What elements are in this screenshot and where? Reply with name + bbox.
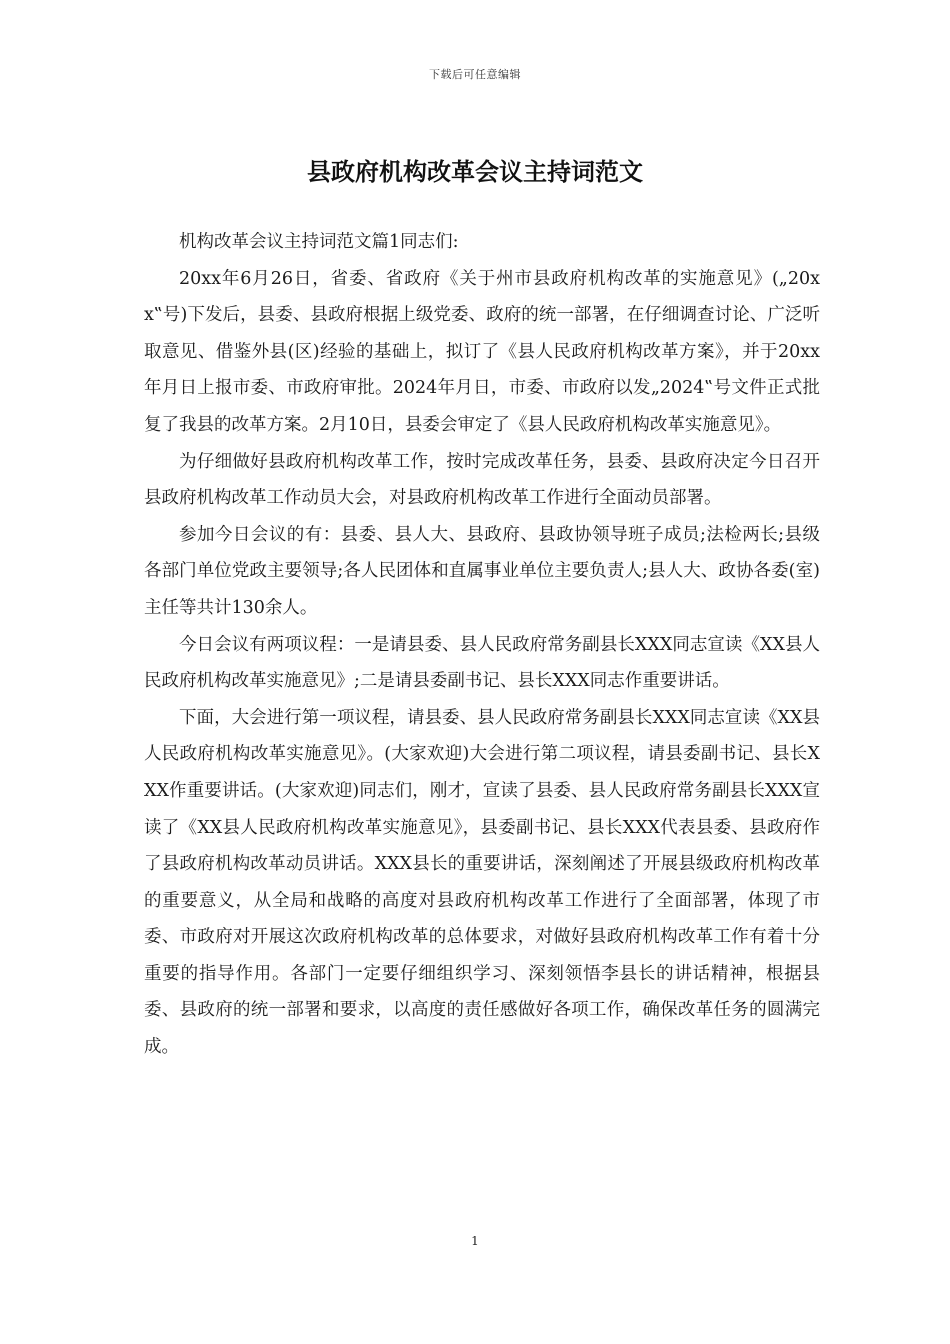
page-header-note: 下载后可任意编辑 [429, 68, 521, 81]
paragraph-background: 20xx年6月26日，省委、省政府《关于州市县政府机构改革的实施意见》(„20xx‟号)下发后，县委、县政府根据上级党委、政府的统一部署，在仔细调查讨论、广泛听取意见、借鉴外县(区)经验的基础上，拟订了《县人民政府机构改革方案》，并于20xx年月日上报市委、市政府审批。2024年月日，市委、市政府以发„2024‟号文件正式批复了我县的改革方案。2月10日，县委会审定了《县人民政府机构改革实施意见》。 [144, 268, 820, 435]
page-number: 1 [471, 1234, 479, 1248]
paragraph-meeting-purpose: 为仔细做好县政府机构改革工作，按时完成改革任务，县委、县政府决定今日召开县政府机构改革工作动员大会，对县政府机构改革工作进行全面动员部署。 [144, 451, 820, 509]
paragraph-attendees: 参加今日会议的有：县委、县人大、县政府、县政协领导班子成员;法检两长;县级各部门单位党政主要领导;各人民团体和直属事业单位主要负责人;县人大、政协各委(室)主任等共计130余人。 [144, 524, 820, 618]
paragraph-proceedings: 下面，大会进行第一项议程，请县委、县人民政府常务副县长XXX同志宣读《XX县人民政府机构改革实施意见》。(大家欢迎)大会进行第二项议程，请县委副书记、县长XXX作重要讲话。(大家欢迎)同志们，刚才，宣读了县委、县人民政府常务副县长XXX宣读了《XX县人民政府机构改革实施意见》，县委副书记、县长XXX代表县委、县政府作了县政府机构改革动员讲话。XXX县长的重要讲话，深刻阐述了开展县级政府机构改革的重要意义，从全局和战略的高度对县政府机构改革工作进行了全面部署，体现了市委、市政府对开展这次政府机构改革的总体要求，对做好县政府机构改革工作有着十分重要的指导作用。各部门一定要仔细组织学习、深刻领悟李县长的讲话精神，根据县委、县政府的统一部署和要求，以高度的责任感做好各项工作，确保改革任务的圆满完成。 [144, 707, 820, 1058]
paragraph-agenda: 今日会议有两项议程：一是请县委、县人民政府常务副县长XXX同志宣读《XX县人民政府机构改革实施意见》;二是请县委副书记、县长XXX同志作重要讲话。 [144, 634, 820, 692]
paragraph-greeting: 机构改革会议主持词范文篇1同志们: [179, 232, 459, 252]
document-title: 县政府机构改革会议主持词范文 [307, 157, 643, 186]
document-body [144, 224, 820, 1066]
